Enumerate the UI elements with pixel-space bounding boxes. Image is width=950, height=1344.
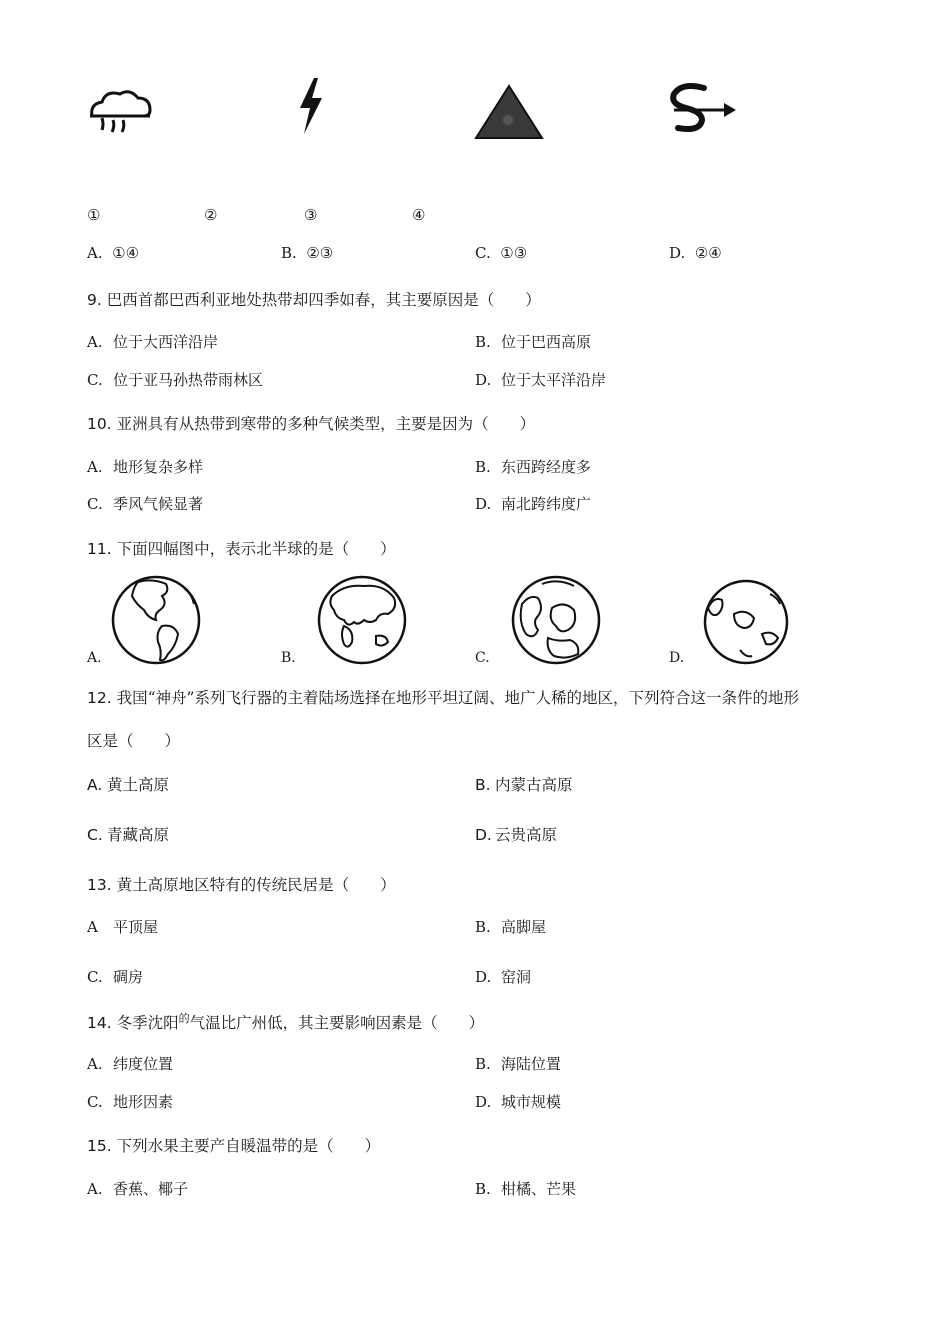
question-15 xyxy=(87,1134,887,1156)
q13-option-c[interactable]: C. 碉房 xyxy=(87,968,144,986)
q8-option-a[interactable]: A. ①④ xyxy=(87,244,140,262)
q12-option-d[interactable]: D. 云贵高原 xyxy=(475,826,558,844)
q8-option-c[interactable]: C. ①③ xyxy=(475,244,528,262)
question-number: 10. xyxy=(87,415,112,433)
q9-option-a[interactable]: A. 位于大西洋沿岸 xyxy=(87,333,219,351)
question-9 xyxy=(87,288,887,310)
q10-option-c[interactable]: C. 季风气候显著 xyxy=(87,495,204,513)
question-number: 9. xyxy=(87,291,102,309)
q14-option-c[interactable]: C. 地形因素 xyxy=(87,1093,174,1111)
q8-option-b[interactable]: B. ②③ xyxy=(281,244,334,262)
globe-a-label: A. xyxy=(87,650,102,666)
icon-number-2: ② xyxy=(204,206,218,224)
question-text: 下列水果主要产自暖温带的是（ ） xyxy=(116,1137,381,1155)
q10-option-d[interactable]: D. 南北跨纬度广 xyxy=(475,495,592,513)
question-number: 11. xyxy=(87,540,112,558)
weather-symbols-row xyxy=(0,72,950,152)
question-number: 13. xyxy=(87,876,112,894)
question-text-sup: 的 xyxy=(178,1012,190,1025)
question-14 xyxy=(87,1010,887,1033)
globe-d-label: D. xyxy=(669,650,685,666)
sand-storm-icon xyxy=(664,80,738,136)
question-text: 下面四幅图中，表示北半球的是（ ） xyxy=(116,540,396,558)
q13-option-b[interactable]: B. 高脚屋 xyxy=(475,918,547,936)
question-number: 14. xyxy=(87,1014,112,1032)
q9-option-b[interactable]: B. 位于巴西高原 xyxy=(475,333,592,351)
q13-option-d[interactable]: D. 窑洞 xyxy=(475,968,532,986)
q12-option-a[interactable]: A. 黄土高原 xyxy=(87,776,170,794)
q8-option-d[interactable]: D. ②④ xyxy=(669,244,722,262)
question-13 xyxy=(87,873,887,895)
q12-option-c[interactable]: C. 青藏高原 xyxy=(87,826,170,844)
triangle-icon xyxy=(474,84,544,140)
icon-number-1: ① xyxy=(87,206,101,224)
globe-b-label: B. xyxy=(281,650,296,666)
q15-option-a[interactable]: A. 香蕉、椰子 xyxy=(87,1180,189,1198)
q10-option-b[interactable]: B. 东西跨经度多 xyxy=(475,458,592,476)
globe-c-icon[interactable] xyxy=(508,574,604,670)
question-number: 12. xyxy=(87,689,112,707)
question-10 xyxy=(87,412,887,434)
icon-number-3: ③ xyxy=(304,206,318,224)
globe-a-icon[interactable] xyxy=(108,574,204,670)
globe-d-icon[interactable] xyxy=(700,578,792,670)
rain-cloud-icon xyxy=(86,86,156,136)
question-text-line2: 区是（ ） xyxy=(87,732,181,750)
question-text: 黄土高原地区特有的传统民居是（ ） xyxy=(116,876,396,894)
question-text: 巴西首都巴西利亚地处热带却四季如春，其主要原因是（ ） xyxy=(106,291,541,309)
question-text-pre: 冬季沈阳 xyxy=(116,1014,179,1032)
question-11 xyxy=(87,537,887,559)
globe-b-icon[interactable] xyxy=(314,574,410,670)
hemisphere-figures xyxy=(0,570,950,670)
icon-number-row xyxy=(0,206,950,228)
q14-option-d[interactable]: D. 城市规模 xyxy=(475,1093,562,1111)
question-number: 15. xyxy=(87,1137,112,1155)
q9-option-d[interactable]: D. 位于太平洋沿岸 xyxy=(475,371,607,389)
question-text-line1: 我国“神舟”系列飞行器的主着陆场选择在地形平坦辽阔、地广人稀的地区，下列符合这一条件的地形 xyxy=(116,689,799,707)
question-12 xyxy=(87,686,887,708)
q14-option-b[interactable]: B. 海陆位置 xyxy=(475,1055,562,1073)
q15-option-b[interactable]: B. 柑橘、芒果 xyxy=(475,1180,577,1198)
globe-c-label: C. xyxy=(475,650,490,666)
q9-option-c[interactable]: C. 位于亚马孙热带雨林区 xyxy=(87,371,264,389)
q14-option-a[interactable]: A. 纬度位置 xyxy=(87,1055,174,1073)
q12-option-b[interactable]: B. 内蒙古高原 xyxy=(475,776,573,794)
question-12-line2 xyxy=(87,729,887,751)
icon-number-4: ④ xyxy=(412,206,426,224)
q13-option-a[interactable]: A 平顶屋 xyxy=(87,918,159,936)
lightning-icon xyxy=(294,76,328,136)
q8-options xyxy=(0,244,950,266)
question-text-post: 气温比广州低，其主要影响因素是（ ） xyxy=(189,1014,485,1032)
question-text: 亚洲具有从热带到寒带的多种气候类型，主要是因为（ ） xyxy=(116,415,536,433)
q10-option-a[interactable]: A. 地形复杂多样 xyxy=(87,458,204,476)
